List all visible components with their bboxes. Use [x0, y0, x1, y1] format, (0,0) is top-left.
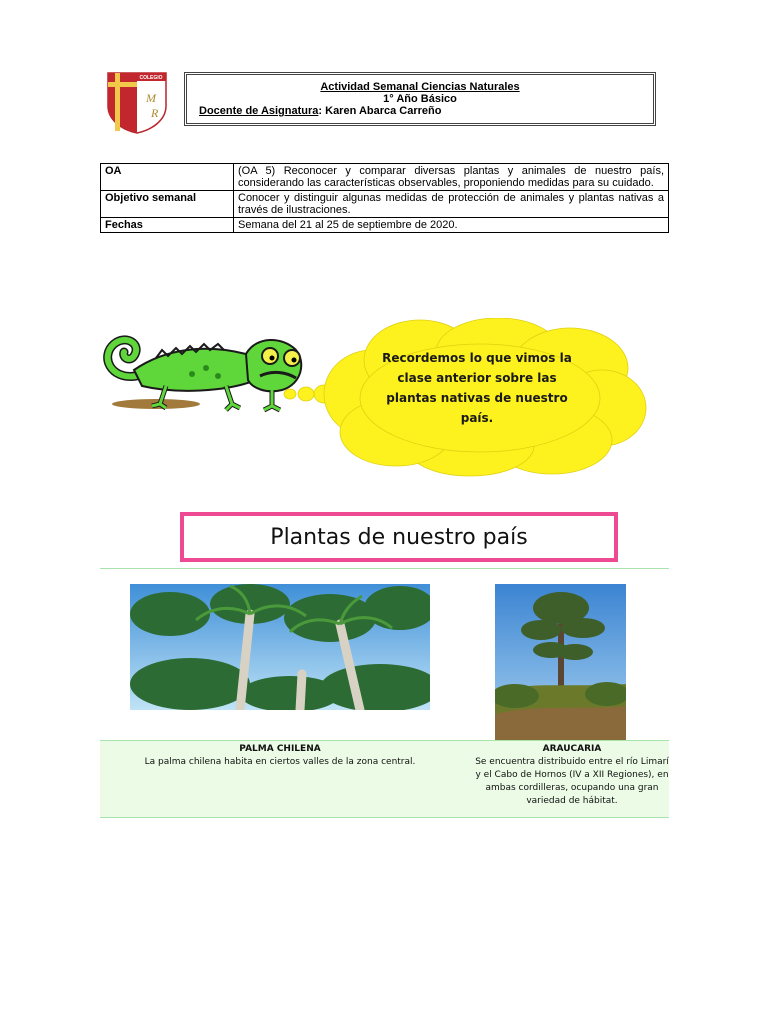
crest-monogram-m: M [146, 91, 156, 105]
palma-caption [110, 743, 450, 769]
teacher-name: : Karen Abarca Carreño [318, 105, 442, 117]
row-value-oa: (OA 5) Reconocer y comparar diversas plantas y animales de nuestro país, considerando las características observables, proponiendo medidas para su cuidado. [234, 164, 669, 191]
table-row [101, 191, 669, 218]
section-title: Plantas de nuestro país [270, 524, 528, 550]
teacher-label: Docente de Asignatura [199, 105, 319, 117]
araucaria-description: Se encuentra distribuido entre el río Limarí y el Cabo de Hornos (IV a XII Regiones), en ambas cordilleras, ocupando una gran variedad de hábitat. [475, 757, 669, 806]
row-value-objective: Conocer y distinguir algunas medidas de protección de animales y plantas nativas a través de ilustraciones. [234, 191, 669, 218]
table-row [101, 164, 669, 191]
grade-label: 1° Año Básico [383, 93, 457, 105]
row-key-oa: OA [101, 164, 234, 191]
divider [100, 568, 669, 569]
activity-title: Actividad Semanal Ciencias Naturales [320, 81, 520, 93]
school-crest-logo [106, 72, 168, 134]
araucaria-caption [472, 743, 672, 808]
crest-monogram-r: R [151, 106, 159, 120]
araucaria-photo [495, 584, 626, 740]
teacher-line [187, 105, 653, 118]
table-row [101, 218, 669, 233]
araucaria-name: ARAUCARIA [542, 744, 602, 754]
objectives-table [100, 163, 669, 233]
palma-name: PALMA CHILENA [239, 744, 321, 754]
row-key-objective: Objetivo semanal [101, 191, 234, 218]
palma-chilena-photo [130, 584, 430, 710]
row-key-dates: Fechas [101, 218, 234, 233]
row-value-dates: Semana del 21 al 25 de septiembre de 2020. [234, 218, 669, 233]
header-box [184, 72, 656, 126]
section-title-box [180, 512, 618, 562]
speech-bubble-text: Recordemos lo que vimos la clase anterior sobre las plantas nativas de nuestro país. [382, 351, 572, 425]
crest-text: COLEGIO [139, 75, 163, 81]
caption-band [100, 740, 669, 818]
palma-description: La palma chilena habita en ciertos valles de la zona central. [144, 757, 416, 767]
